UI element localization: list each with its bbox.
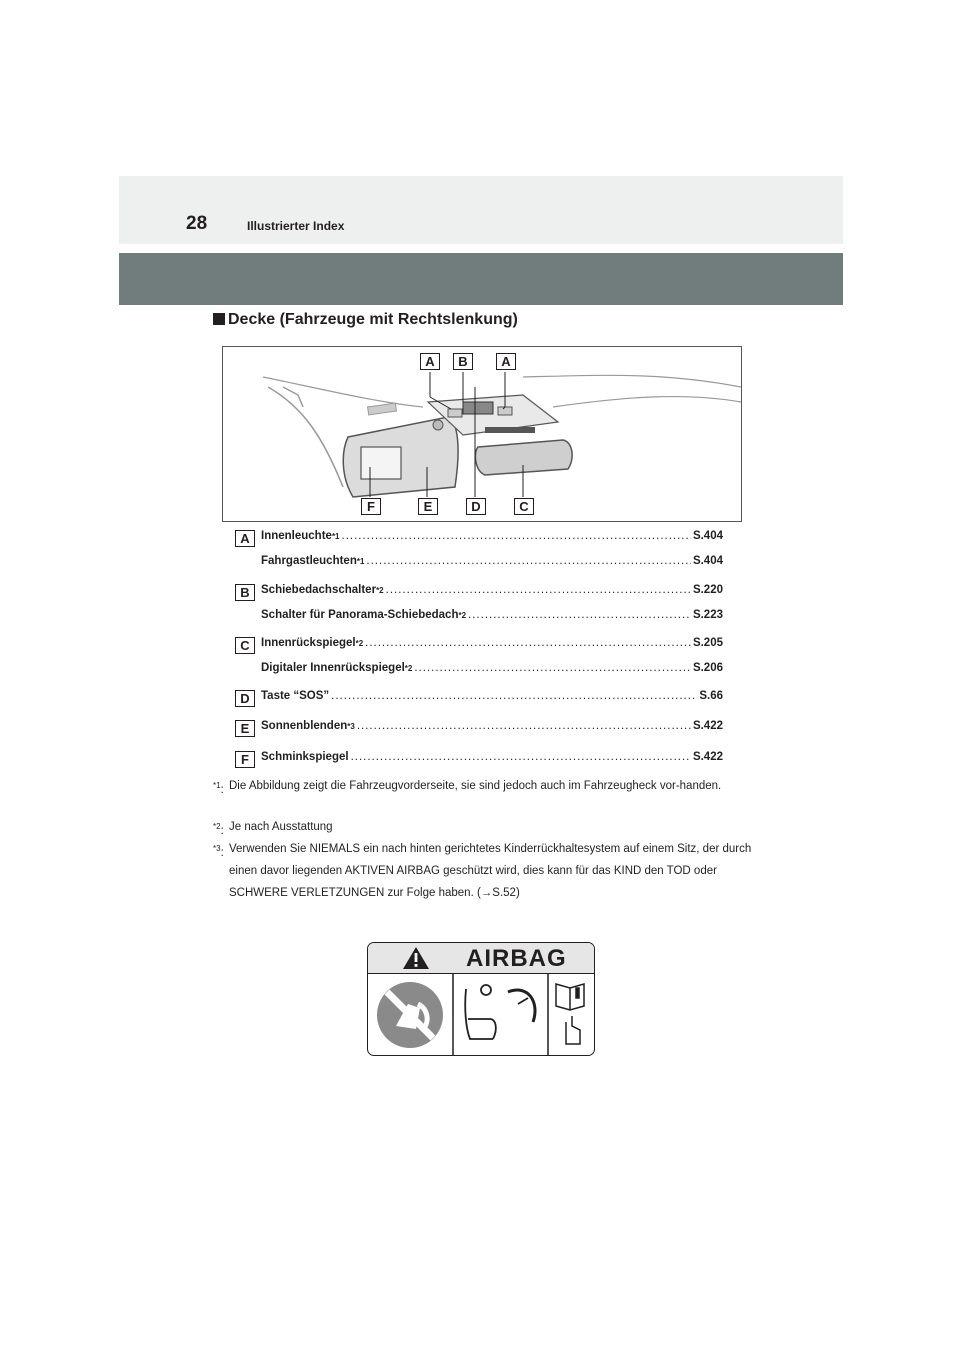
index-entry (261, 637, 723, 649)
footnote (213, 838, 753, 904)
entry-label-e: E (235, 720, 255, 737)
ceiling-illustration (222, 346, 742, 522)
footnote-mark: $^{*3}$: (213, 844, 224, 859)
read-manual-icon (556, 984, 584, 1044)
entry-page-link[interactable]: S.422 (692, 720, 723, 732)
footnote-mark: $^{*1}$: (213, 781, 224, 796)
footnote (213, 775, 753, 797)
entry-label-b: B (235, 584, 255, 601)
index-entry (261, 690, 723, 702)
entry-name: Taste “SOS” (261, 690, 330, 702)
entry-name: Schiebedachschalter (261, 584, 377, 596)
section-title (213, 311, 518, 329)
entry-sup: *2 (404, 664, 413, 673)
footnote-text: Die Abbildung zeigt die Fahrzeugvorderseite, sie sind jedoch auch im Fahrzeugheck vor-handen. (229, 780, 722, 792)
section-title-text: Decke (Fahrzeuge mit Rechtslenkung) (228, 311, 518, 328)
airbag-warning-label (367, 942, 595, 1056)
entry-sup: *1 (331, 532, 340, 541)
callout-label: F (361, 498, 381, 515)
entry-page-link[interactable]: S.223 (692, 609, 723, 621)
dark-band (119, 253, 843, 305)
entry-page-link[interactable]: S.404 (692, 530, 723, 542)
index-entry (261, 584, 723, 596)
callout-label: A (496, 353, 516, 370)
entry-sup: *2 (355, 639, 364, 648)
footnote-text: Je nach Ausstattung (229, 821, 333, 833)
footnote-text: Verwenden Sie NIEMALS ein nach hinten gerichtetes Kinderrückhaltesystem auf einem Sitz, der durch einen davor liegenden AKTIVEN AIRBAG geschützt wird, dies kann für das KIND den TOD oder SCHWERE VERLETZUNGEN zur Folge haben. (→S.52) (229, 843, 752, 899)
entry-page-link[interactable]: S.205 (692, 637, 723, 649)
header-band (119, 176, 843, 244)
callout-label: D (466, 498, 486, 515)
entry-name: Schminkspiegel (261, 751, 349, 763)
ceiling-drawing (223, 347, 741, 521)
callout-label: E (418, 498, 438, 515)
callout-label: B (453, 353, 473, 370)
entry-name: Fahrgastleuchten (261, 555, 357, 567)
entry-label-a: A (235, 530, 255, 547)
entry-name: Digitaler Innenrückspiegel (261, 662, 405, 674)
seat-airbag-icon (465, 985, 535, 1039)
entry-label-c: C (235, 637, 255, 654)
index-entry (261, 662, 723, 674)
airbag-label-header (368, 943, 594, 974)
index-entry (261, 751, 723, 763)
entry-label-f: F (235, 751, 255, 768)
no-rear-facing-child-seat-icon (377, 982, 443, 1048)
entry-name: Innenleuchte (261, 530, 332, 542)
entry-sup: *3 (347, 722, 355, 731)
entry-sup: *1 (356, 557, 365, 566)
callout-label: A (420, 353, 440, 370)
airbag-pictograms (368, 974, 594, 1056)
index-entry (261, 720, 723, 732)
footnote-mark: $^{*2}$: (213, 822, 224, 837)
entry-sup: *2 (376, 586, 384, 595)
entry-name: Innenrückspiegel (261, 637, 356, 649)
entry-page-link[interactable]: S.206 (692, 662, 723, 674)
entry-page-link[interactable]: S.66 (699, 690, 723, 702)
warning-triangle-icon (401, 945, 431, 971)
index-entry (261, 609, 723, 621)
page-number: 28 (186, 213, 208, 234)
entry-page-link[interactable]: S.220 (692, 584, 723, 596)
callout-label: C (514, 498, 534, 515)
header-title: Illustrierter Index (247, 219, 345, 233)
entry-name: Schalter für Panorama-Schiebedach (261, 609, 459, 621)
index-entry (261, 555, 723, 567)
footnote (213, 816, 753, 838)
entry-page-link[interactable]: S.404 (692, 555, 723, 567)
entry-sup: *2 (458, 611, 467, 620)
entry-name: Sonnenblenden (261, 720, 348, 732)
entry-page-link[interactable]: S.422 (692, 751, 723, 763)
index-entry (261, 530, 723, 542)
square-bullet-icon (213, 313, 225, 325)
entry-label-d: D (235, 690, 255, 707)
airbag-word: AIRBAG (466, 945, 567, 972)
